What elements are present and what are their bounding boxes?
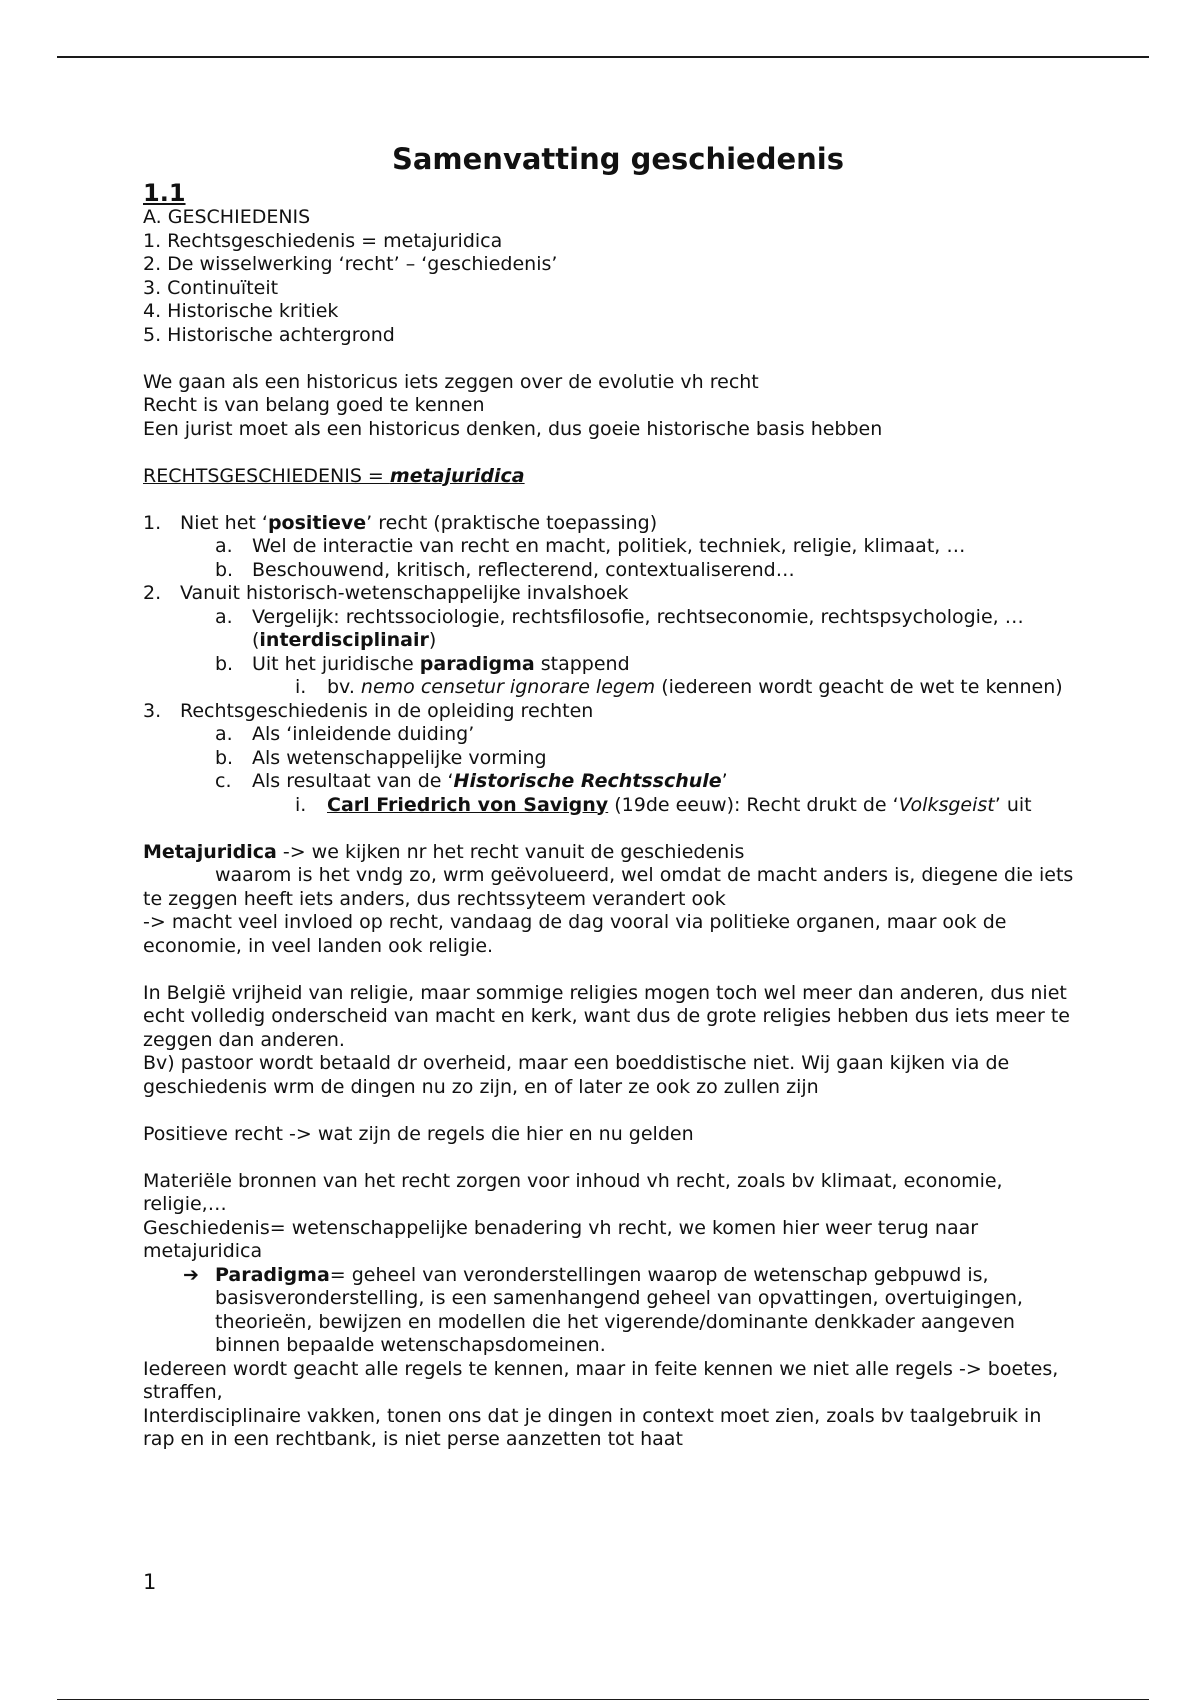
toc-item: 3. Continuïteit: [143, 276, 279, 299]
toc-item: 4. Historische kritiek: [143, 300, 339, 322]
intro-paragraph: [143, 371, 1078, 442]
intro-line: Recht is van belang goed te kennen: [143, 394, 485, 416]
intro-line: Een jurist moet als een historicus denken, dus goeie historische basis hebben: [143, 417, 883, 440]
toc-item: 2. De wisselwerking ‘recht’ – ‘geschiedenis’: [143, 253, 558, 275]
paradigma-bullet: ➔ Paradigma= geheel van veronderstellingen waarop de wetenschap gebpuwd is, basisveronderstelling, is een samenhangend geheel van opvattingen, overtuigingen, theorieën, bewijzen en modellen die het vigerende/dominante denkkader aangeven binnen bepaalde wetenschapsdomeinen.: [183, 1263, 1023, 1356]
list-item: a. Wel de interactie van recht en macht, politiek, techniek, religie, klimaat, …: [215, 535, 966, 557]
section-heading: 1.1: [143, 179, 186, 207]
subheading-emphasis: metajuridica: [389, 464, 525, 487]
arrow-icon: ➔: [183, 1263, 199, 1286]
page-number: 1: [143, 1570, 157, 1594]
list-item: b. Beschouwend, kritisch, reflecterend, contextualiserend…: [215, 558, 795, 581]
list-item: 2. Vanuit historisch-wetenschappelijke invalshoek: [143, 582, 629, 604]
list-item: i. bv. nemo censetur ignorare legem (iedereen wordt geacht de wet te kennen): [295, 676, 1063, 698]
list-item: c. Als resultaat van de ‘Historische Rechtsschule’: [215, 770, 728, 792]
toc-item: 1. Rechtsgeschiedenis = metajuridica: [143, 229, 503, 252]
list-item: b. Als wetenschappelijke vorming: [215, 746, 547, 769]
list-item: 1. Niet het ‘positieve’ recht (praktische toepassing): [143, 511, 658, 534]
materieel-paragraph: Materiële bronnen van het recht zorgen voor inhoud vh recht, zoals bv klimaat, economie, religie,… Geschiedenis= wetenschappelijke benadering vh recht, we komen hier weer terug naar metajuridica: [143, 1169, 1003, 1262]
list-item: 3. Rechtsgeschiedenis in de opleiding rechten: [143, 699, 594, 722]
list-item: b. Uit het juridische paradigma stappend: [215, 652, 630, 675]
closing-paragraph: Iedereen wordt geacht alle regels te kennen, maar in feite kennen we niet alle regels -> boetes, straffen, Interdisciplinaire vakken, tonen ons dat je dingen in context moet zien, zoals bv taalgebruik in rap en in een rechtbank, is niet perse aanzetten tot haat: [143, 1357, 1059, 1450]
intro-line: We gaan als een historicus iets zeggen over de evolutie vh recht: [143, 370, 759, 393]
person-name: Carl Friedrich von Savigny: [327, 793, 609, 816]
list-item: a. Als ‘inleidende duiding’: [215, 723, 475, 745]
belgie-paragraph: In België vrijheid van religie, maar sommige religies mogen toch wel meer dan anderen, dus niet echt volledig onderscheid van macht en kerk, want dus de grote religies hebben dus iets meer te zeggen dan anderen. Bv) pastoor wordt betaald dr overheid, maar een boeddistische niet. Wij gaan kijken via de geschiedenis wrm de dingen nu zo zijn, en of later ze ook zo zullen zijn: [143, 981, 1070, 1098]
list-item: i. Carl Friedrich von Savigny (19de eeuw): Recht drukt de ‘Volksgeist’ uit: [295, 793, 1032, 816]
subheading: RECHTSGESCHIEDENIS = metajuridica: [143, 464, 525, 487]
toc-item: A. GESCHIEDENIS: [143, 206, 311, 228]
outline-list: [143, 512, 1078, 818]
table-of-contents: [143, 206, 1078, 347]
list-item: a. Vergelijk: rechtssociologie, rechtsfilosofie, rechtseconomie, rechtspsychologie, … (interdisciplinair): [215, 605, 1024, 651]
positief-paragraph: Positieve recht -> wat zijn de regels die hier en nu gelden: [143, 1122, 694, 1145]
header-rule: [57, 56, 1149, 58]
metajuridica-paragraph: Metajuridica -> we kijken nr het recht vanuit de geschiedenis waarom is het vndg zo, wrm geëvolueerd, wel omdat de macht anders is, diegene die iets te zeggen heeft iets anders, dus rechtssyteem verandert ook -> macht veel invloed op recht, vandaag de dag vooral via politieke organen, maar ook de economie, in veel landen ook religie.: [143, 840, 1074, 957]
document-title: Samenvatting geschiedenis: [391, 142, 845, 176]
document-body: [143, 142, 1078, 1452]
toc-item: 5. Historische achtergrond: [143, 323, 395, 346]
